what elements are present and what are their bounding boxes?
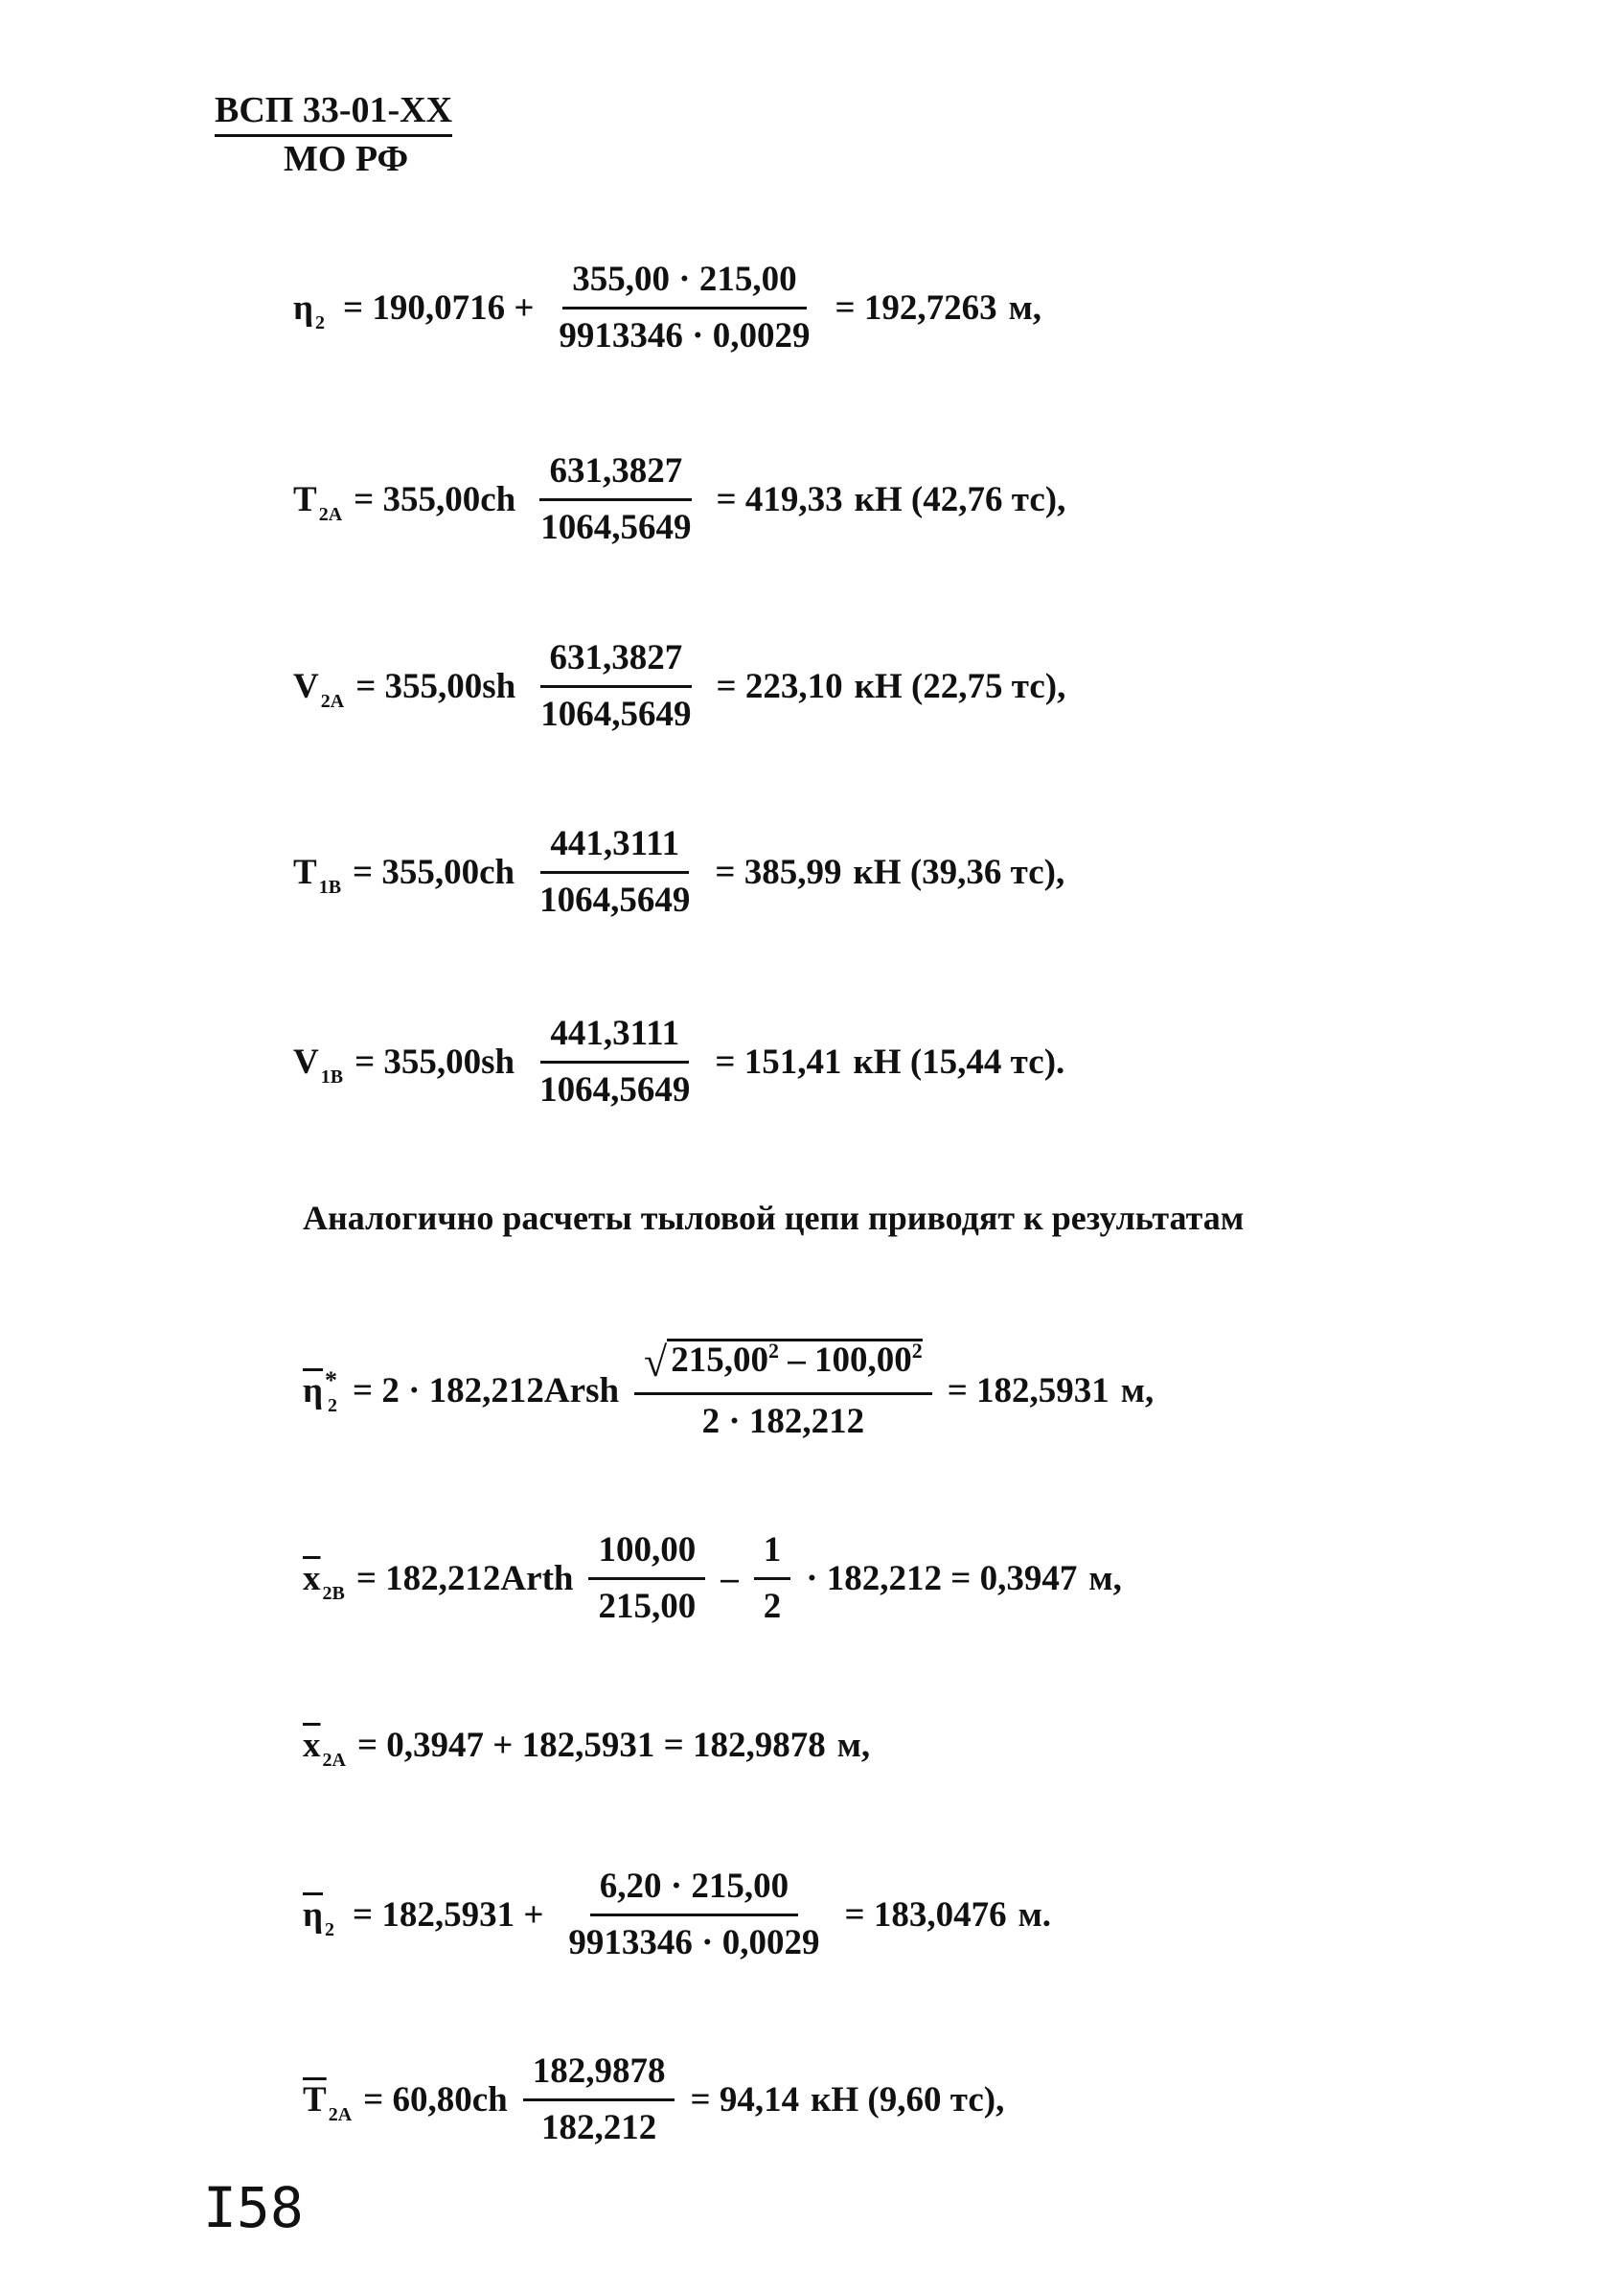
fraction: $\frac{631,3827}{1064,5649}$ <box>540 450 692 547</box>
equation-T2A-bar: $\overline{T}$ $_{2A}$ = 60,80ch $\frac{182,9878}{182,212}$ = 94,14 кН (9,60 тс), <box>303 2051 1005 2147</box>
equation-symbol: $\overline{T}$ $_{2A}$ <box>303 2079 353 2125</box>
sqrt-sign: √ 215,00$^2$ – 100,00$^2$ <box>644 1338 923 1386</box>
paragraph-text: Аналогично расчеты тыловой цепи приводят к результатам <box>303 1199 1245 1237</box>
equation-symbol: $\overline{x}$ $_{2B}$ <box>303 1558 345 1604</box>
fraction: √ 215,00$^2$ – 100,00$^2$ 2 · 182,212 <box>634 1339 932 1443</box>
unit: кН (42,76 тс), <box>854 479 1066 519</box>
equation-symbol: $\overline{x}$ $_{2A}$ <box>303 1725 346 1771</box>
page-number: I58 <box>203 2175 304 2240</box>
equation-eta2-star: $\overline{\eta}^*_2$ = 2 · 182,212Arsh √ 215,00$^2$ – 100,00$^2$ 2 · 182,212 = 182,5931 м, <box>303 1338 1155 1441</box>
fraction-half: $\frac{1}{2}$ <box>754 1529 791 1628</box>
unit: кН (15,44 тс). <box>853 1042 1065 1082</box>
document-header <box>215 88 452 181</box>
equation-eta2-bar: $\overline{\eta}$ $_2$ = 182,5931 + $\frac{6,20 \cdot 215,00}{9913346 \cdot 0,0029}$ = 183,0476 м. <box>303 1866 1052 1962</box>
fraction: $\frac{441,3111}{1064,5649}$ <box>539 823 691 920</box>
unit: м, <box>1088 1558 1122 1598</box>
fraction: $\frac{631,3827}{1064,5649}$ <box>540 637 692 734</box>
equation-symbol: η $_2$ <box>293 287 326 333</box>
organization: МО РФ <box>284 139 409 179</box>
equation-symbol: $\overline{\eta}$ $_2$ <box>303 1894 335 1940</box>
equation-x2B: $\overline{x}$ $_{2B}$ = 182,212Arth $\frac{100,00}{215,00}$ – $\frac{1}{2}$ · 182,212 = 0,3947 м, <box>303 1529 1122 1626</box>
equation-eta2: η $_2$ = 190,0716 + $\frac{355,00 \cdot 215,00}{9913346 \cdot 0,0029}$ = 192,7263 м, <box>293 259 1042 355</box>
equation-symbol: V $_{1B}$ <box>293 1042 344 1088</box>
unit: м. <box>1018 1894 1052 1935</box>
fraction: $\frac{355,00 \cdot 215,00}{9913346 \cdot 0,0029}$ <box>559 259 811 355</box>
equation-symbol: $\overline{\eta}^*_2$ <box>303 1365 338 1416</box>
equation-V2A: V $_{2A}$ = 355,00sh $\frac{631,3827}{1064,5649}$ = 223,10 кН (22,75 тс), <box>293 637 1066 734</box>
unit: кН (39,36 тс), <box>853 852 1065 892</box>
fraction: $\frac{182,9878}{182,212}$ <box>523 2051 675 2149</box>
equation-x2A: $\overline{x}$ $_{2A}$ = 0,3947 + 182,5931 = 182,9878 м, <box>303 1725 871 1771</box>
unit: кН (22,75 тс), <box>854 666 1066 706</box>
unit: м, <box>836 1725 871 1765</box>
equation-V1B: V $_{1B}$ = 355,00sh $\frac{441,3111}{1064,5649}$ = 151,41 кН (15,44 тс). <box>293 1013 1065 1110</box>
fraction: $\frac{441,3111}{1064,5649}$ <box>539 1013 691 1110</box>
unit: кН (9,60 тс), <box>811 2079 1005 2120</box>
equation-symbol: T $_{1B}$ <box>293 852 342 898</box>
equation-T2A: T $_{2A}$ = 355,00ch $\frac{631,3827}{1064,5649}$ = 419,33 кН (42,76 тс), <box>293 450 1066 547</box>
fraction: $\frac{6,20 \cdot 215,00}{9913346 \cdot 0,0029}$ <box>568 1866 820 1962</box>
standard-code: ВСП 33-01-XX <box>215 88 452 137</box>
fraction: $\frac{100,00}{215,00}$ <box>588 1529 705 1628</box>
equation-T1B: T $_{1B}$ = 355,00ch $\frac{441,3111}{1064,5649}$ = 385,99 кН (39,36 тс), <box>293 823 1065 920</box>
unit: м, <box>1120 1370 1155 1410</box>
equation-symbol: V $_{2A}$ <box>293 666 345 712</box>
equation-symbol: T $_{2A}$ <box>293 479 343 525</box>
unit: м, <box>1008 287 1042 328</box>
